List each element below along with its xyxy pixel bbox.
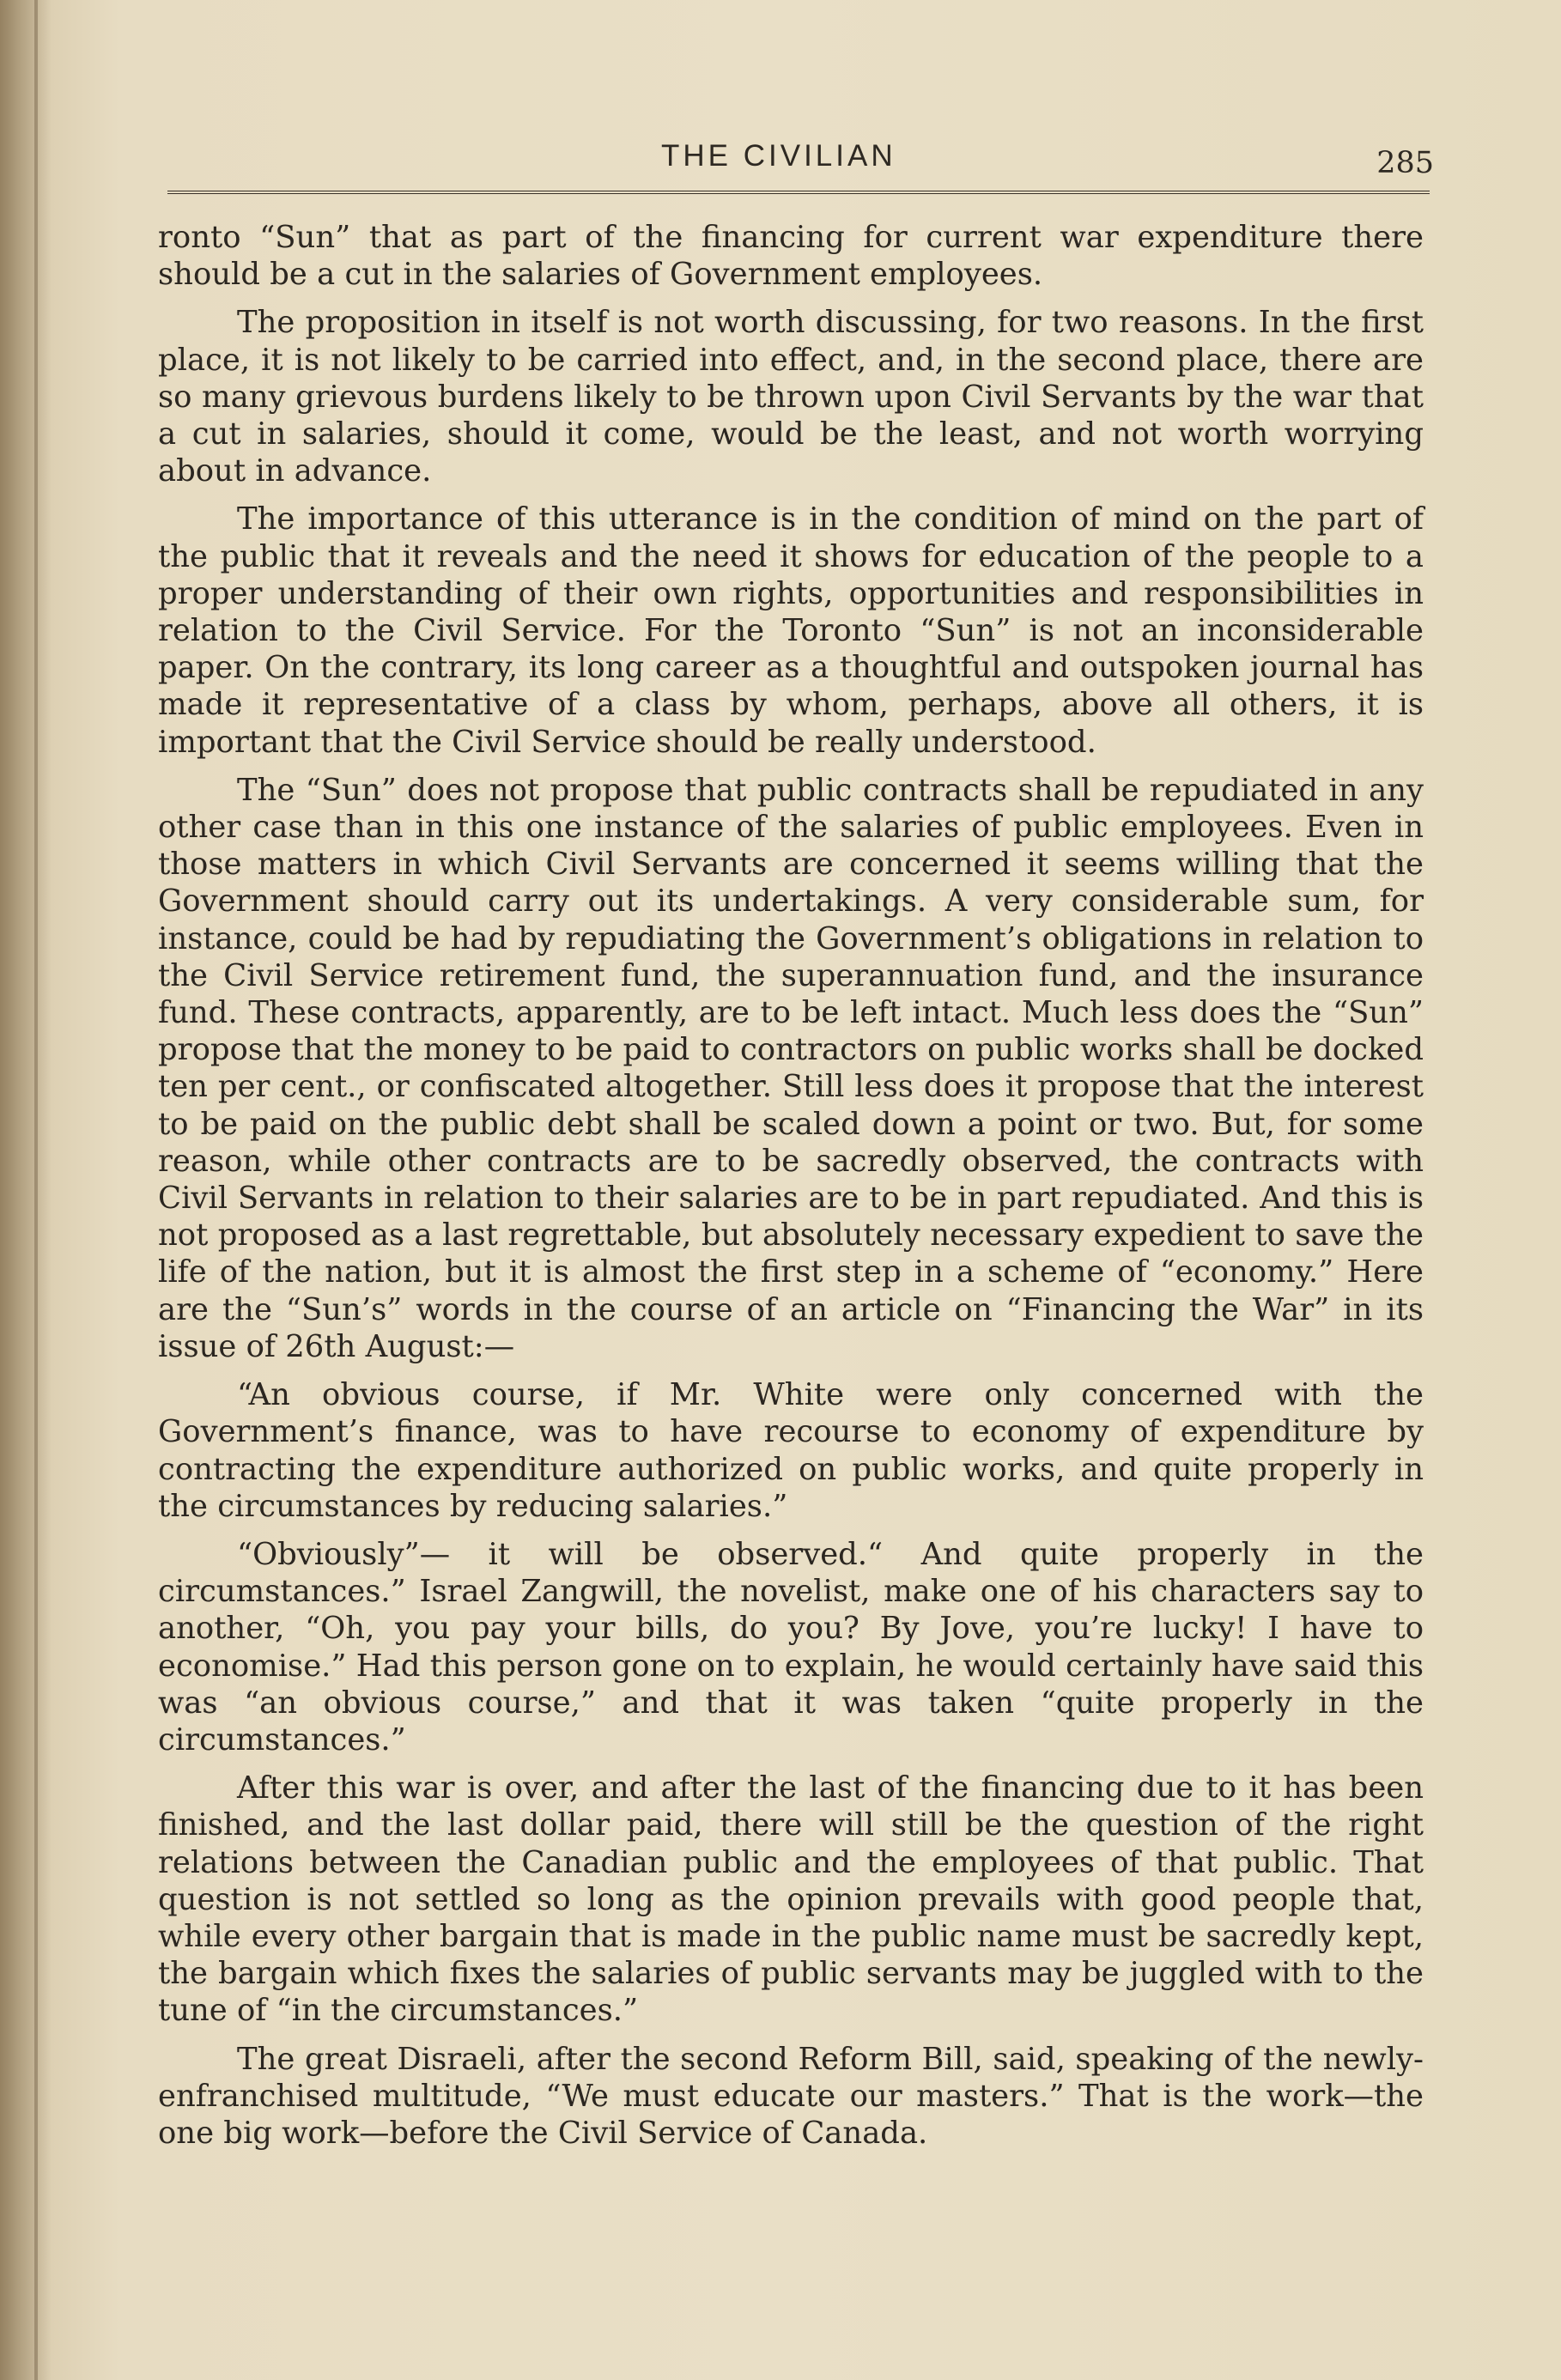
paragraph: ronto “Sun” that as part of the financing for current war expenditure there should be a cut in the salaries of Government employees. xyxy=(158,220,1424,293)
running-title: THE CIVILIAN xyxy=(661,139,896,173)
closing-paragraph: The great Disraeli, after the second Reform Bill, said, speaking of the newly-enfranchised multitude, “We must educate our masters.” That is the work—the one big work—before the Civil Service of Canada. xyxy=(158,2041,1424,2151)
paragraph: The “Sun” does not propose that public contracts shall be repudiated in any other case than in this one instance of the salaries of public employees. Even in those matters in which Civil Servants are concerned it seems willing that the Government should carry out its undertakings. A very considerable sum, for instance, could be had by repudiating the Government’s obligations in relation to the Civil Service retirement fund, the superannuation fund, and the insurance fund. These contracts, apparently, are to be left intact. Much less does the “Sun” propose that the money to be paid to contractors on public works shall be docked ten per cent., or confiscated altogether. Still less does it propose that the interest to be paid on the public debt shall be scaled down a point or two. But, for some reason, while other contracts are to be sacredly observed, the contracts with Civil Servants in relation to their salaries are to be in part repudiated. And this is not proposed as a last regrettable, but absolutely necessary expedient to save the life of the nation, but it is almost the first step in a scheme of “economy.” Here are the “Sun’s” words in the course of an article on “Financing the War” in its issue of 26th August:— xyxy=(158,772,1424,1364)
quoted-paragraph: “An obvious course, if Mr. White were only concerned with the Government’s finance, was to have recourse to economy of expenditure by contracting the expenditure authorized on public works, and quite properly in the circumstances by reducing salaries.” xyxy=(158,1377,1424,1524)
page-header xyxy=(146,129,1434,180)
paragraph: After this war is over, and after the last of the financing due to it has been finished, and the last dollar paid, there will still be the question of the right relations between the Canadian public and the employees of that public. That question is not settled so long as the opinion prevails with good people that, while every other bargain that is made in the public name must be sacredly kept, the bargain which fixes the salaries of public servants may be juggled with to the tune of “in the circumstances.” xyxy=(158,1770,1424,2029)
binding-gutter-line xyxy=(34,0,38,2380)
binding-gutter-shadow xyxy=(0,0,52,2380)
paragraph: The proposition in itself is not worth discussing, for two reasons. In the first place, it is not likely to be carried into effect, and, in the second place, there are so many grievous burdens likely to be thrown upon Civil Servants by the war that a cut in salaries, should it come, would be the least, and not worth worrying about in advance. xyxy=(158,305,1424,489)
page-number: 285 xyxy=(1376,146,1434,180)
paragraph: The importance of this utterance is in the condition of mind on the part of the public that it reveals and the need it shows for education of the people to a proper understanding of their own rights, opportunities and responsibilities in relation to the Civil Service. For the Toronto “Sun” is not an inconsiderable paper. On the contrary, its long career as a thoughtful and outspoken journal has made it representative of a class by whom, perhaps, above all others, it is important that the Civil Service should be really understood. xyxy=(158,501,1424,760)
paragraph: “Obviously”— it will be observed.“ And quite properly in the circumstances.” Israel Zangwill, the novelist, make one of his characters say to another, “Oh, you pay your bills, do you? By Jove, you’re lucky! I have to economise.” Had this person gone on to explain, he would certainly have said this was “an obvious course,” and that it was taken “quite properly in the circumstances.” xyxy=(158,1536,1424,1758)
article-body xyxy=(158,219,1424,2152)
header-rule xyxy=(167,191,1430,194)
